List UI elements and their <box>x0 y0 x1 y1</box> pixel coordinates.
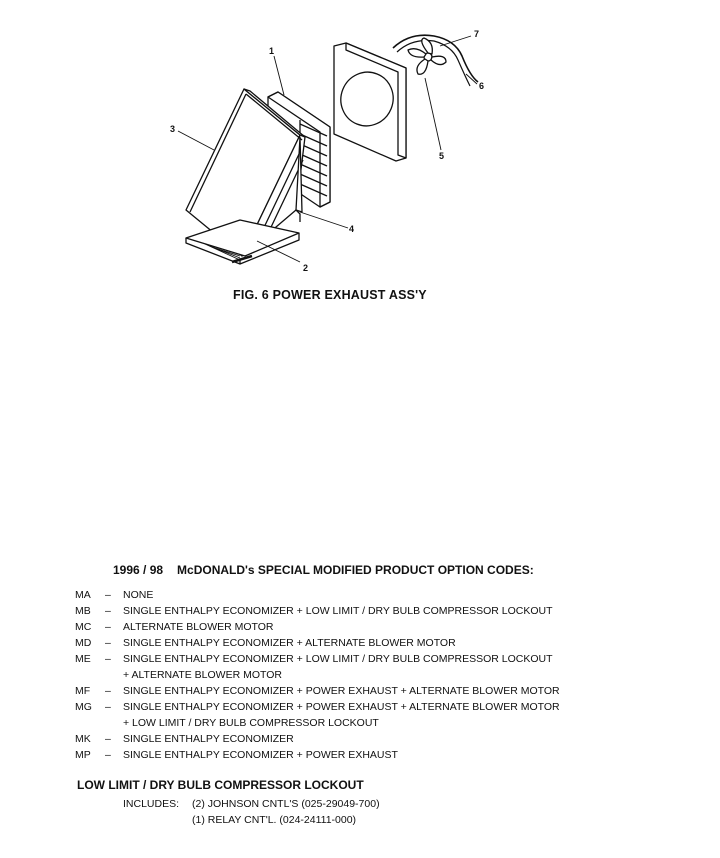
power-exhaust-diagram <box>0 0 720 330</box>
option-code-dash: – <box>105 605 111 617</box>
option-code-row <box>75 651 635 683</box>
base-tray <box>186 220 299 264</box>
option-code-row <box>75 699 635 731</box>
option-code-description-line: + LOW LIMIT / DRY BULB COMPRESSOR LOCKOUT <box>123 717 379 729</box>
callout-4: 4 <box>349 224 355 234</box>
option-code: MK <box>75 733 91 745</box>
option-codes-year: 1996 / 98 <box>113 563 164 577</box>
option-codes-title: McDONALD's SPECIAL MODIFIED PRODUCT OPTION CODES: <box>177 563 534 577</box>
option-code: MF <box>75 685 91 697</box>
option-code-description-line: SINGLE ENTHALPY ECONOMIZER + POWER EXHAUST + ALTERNATE BLOWER MOTOR <box>123 701 560 713</box>
option-code: MA <box>75 589 91 601</box>
option-code-description-line: SINGLE ENTHALPY ECONOMIZER + POWER EXHAUST + ALTERNATE BLOWER MOTOR <box>123 685 560 697</box>
option-code-description <box>123 603 635 619</box>
option-code-description <box>123 731 635 747</box>
option-code-description <box>123 699 635 731</box>
option-code-description-line: SINGLE ENTHALPY ECONOMIZER + LOW LIMIT / DRY BULB COMPRESSOR LOCKOUT <box>123 605 553 617</box>
option-code-row <box>75 603 635 619</box>
callout-1: 1 <box>269 46 275 56</box>
option-code-dash: – <box>105 589 111 601</box>
callout-5: 5 <box>439 151 445 161</box>
orifice-plate <box>333 43 406 161</box>
option-code-description-line: SINGLE ENTHALPY ECONOMIZER + ALTERNATE BLOWER MOTOR <box>123 637 456 649</box>
option-code: MG <box>75 701 92 713</box>
option-code-dash: – <box>105 685 111 697</box>
option-code-description <box>123 635 635 651</box>
option-code-description-line: ALTERNATE BLOWER MOTOR <box>123 621 274 633</box>
callout-6: 6 <box>479 81 485 91</box>
callout-7: 7 <box>474 29 480 39</box>
option-code-description <box>123 651 635 683</box>
low-limit-includes <box>123 796 380 828</box>
figure-caption: FIG. 6 POWER EXHAUST ASS'Y <box>233 288 427 302</box>
option-code-row <box>75 747 635 763</box>
option-code-description <box>123 747 635 763</box>
option-code-row <box>75 731 635 747</box>
option-code-row <box>75 619 635 635</box>
option-code-dash: – <box>105 637 111 649</box>
option-codes-heading <box>113 563 534 577</box>
option-code-row <box>75 635 635 651</box>
option-code: MB <box>75 605 91 617</box>
option-code-description-line: SINGLE ENTHALPY ECONOMIZER + POWER EXHAUST <box>123 749 398 761</box>
option-code-description-line: SINGLE ENTHALPY ECONOMIZER <box>123 733 294 745</box>
option-code-dash: – <box>105 701 111 713</box>
option-code-dash: – <box>105 653 111 665</box>
option-code: MC <box>75 621 92 633</box>
option-code-dash: – <box>105 749 111 761</box>
option-code-dash: – <box>105 621 111 633</box>
option-code-dash: – <box>105 733 111 745</box>
option-code-description-line: NONE <box>123 589 154 601</box>
includes-label: INCLUDES: <box>123 798 180 810</box>
includes-line: (1) RELAY CNT'L. (024-24111-000) <box>192 814 357 826</box>
option-code: MP <box>75 749 91 761</box>
option-code: MD <box>75 637 92 649</box>
low-limit-heading: LOW LIMIT / DRY BULB COMPRESSOR LOCKOUT <box>77 778 364 792</box>
option-code-description-line: + ALTERNATE BLOWER MOTOR <box>123 669 282 681</box>
option-code-description <box>123 683 635 699</box>
includes-line: (2) JOHNSON CNTL'S (025-29049-700) <box>192 798 380 810</box>
option-code-row <box>75 683 635 699</box>
callout-3: 3 <box>170 124 176 134</box>
option-code-row <box>75 587 635 603</box>
option-codes-list <box>75 587 635 763</box>
option-code: ME <box>75 653 91 665</box>
option-code-description-line: SINGLE ENTHALPY ECONOMIZER + LOW LIMIT / DRY BULB COMPRESSOR LOCKOUT <box>123 653 553 665</box>
option-code-description <box>123 587 635 603</box>
callout-2: 2 <box>303 263 309 273</box>
option-code-description <box>123 619 635 635</box>
